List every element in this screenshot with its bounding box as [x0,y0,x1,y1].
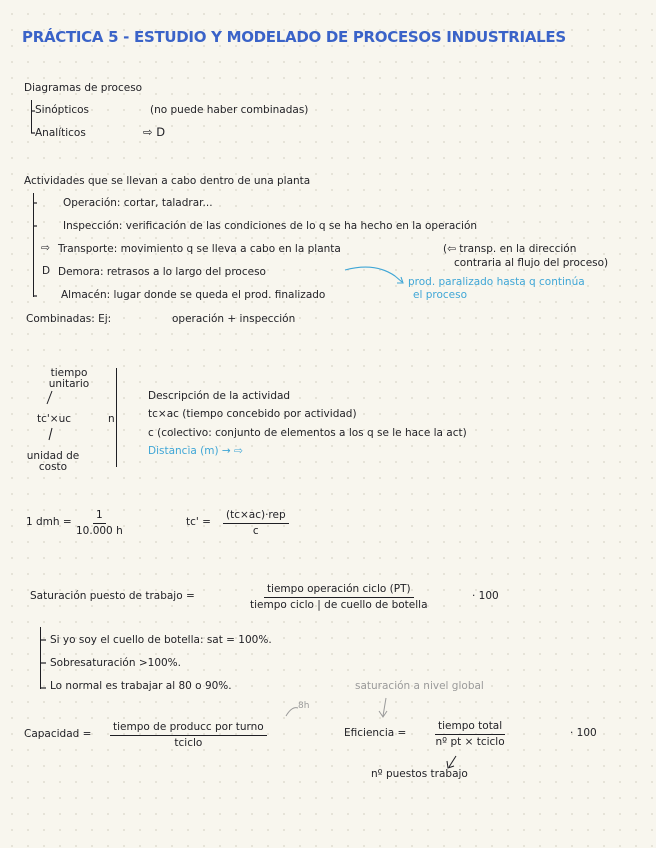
page-title: PRÁCTICA 5 - ESTUDIO Y MODELADO DE PROCESOS INDUSTRIALES [22,28,566,46]
saturacion-item-1: Si yo soy el cuello de botella: sat = 100%. [50,634,272,646]
tiempo-unitario-label: tiempo unitario [48,367,90,390]
desc-tiempo: tc×ac (tiempo concebido por actividad) [148,408,357,420]
eficiencia-left: Eficiencia = [344,727,407,739]
desc-actividad: Descripción de la actividad [148,390,291,402]
dmh-numerator: 1 [93,509,106,524]
combinadas-value: operación + inspección [172,313,296,325]
eficiencia-note: nº puestos trabajo [371,768,468,780]
analiticos-label: Analíticos [35,127,86,139]
saturacion-left: Saturación puesto de trabajo = [30,590,195,602]
desc-colectivo: c (colectivo: conjunto de elementos a los q se le hace la act) [148,427,467,439]
capacidad-left: Capacidad = [24,728,92,740]
actividad-transporte: Transporte: movimiento q se lleva a cabo en la planta [58,243,341,255]
demora-note-2: el proceso [413,289,468,301]
eficiencia-denominator: nº pt × tciclo [435,736,505,748]
saturacion-numerator: tiempo operación ciclo (PT) [264,583,414,598]
saturacion-item-2: Sobresaturación >100%. [50,657,181,669]
eficiencia-right: · 100 [570,727,597,739]
eficiencia-numerator: tiempo total [435,720,505,735]
unidad-costo-label: unidad de costo [26,450,80,473]
sinopticos-label: Sinópticos [35,104,90,116]
actividad-inspeccion: Inspección: verificación de las condiciones de lo q se ha hecho en la operación [63,220,478,232]
capacidad-denominator: tciclo [174,737,203,749]
transporte-note-1: (⇦ transp. en la dirección [443,243,577,255]
actividad-almacen: Almacén: lugar donde se queda el prod. finalizado [61,289,326,301]
capacidad-note: 8h [298,701,310,711]
tc-left: tc' = [186,516,211,528]
actividad-demora: Demora: retrasos a lo largo del proceso [58,266,266,278]
actividades-heading: Actividades que se llevan a cabo dentro de una planta [24,175,311,187]
tabla-n: n [108,413,115,425]
transporte-symbol: ⇨ [41,242,50,254]
sinopticos-note: (no puede haber combinadas) [150,104,309,116]
dmh-denominator: 10.000 h [76,525,123,537]
combinadas-label: Combinadas: Ej: [26,313,112,325]
capacidad-numerator: tiempo de producc por turno [110,721,267,736]
transporte-note-2: contraria al flujo del proceso) [454,257,609,269]
demora-symbol: D [42,265,51,277]
dmh-left: 1 dmh = [26,516,72,528]
diagramas-heading: Diagramas de proceso [24,82,143,94]
tabla-formula: tc'×uc [37,413,72,425]
demora-note-1: prod. paralizado hasta q continúa [408,276,585,288]
analiticos-note: ⇨ D [143,125,166,139]
desc-distancia: Distancia (m) → ⇨ [148,445,243,457]
saturacion-item-3: Lo normal es trabajar al 80 o 90%. [50,680,232,692]
saturacion-denominator: tiempo ciclo | de cuello de botella [250,599,428,611]
saturacion-right: · 100 [472,590,499,602]
saturacion-global-note: saturación a nivel global [355,680,484,692]
tc-denominator: c [252,525,259,537]
actividad-operacion: Operación: cortar, taladrar... [63,197,213,209]
tc-numerator: (tc×ac)·rep [223,509,289,524]
